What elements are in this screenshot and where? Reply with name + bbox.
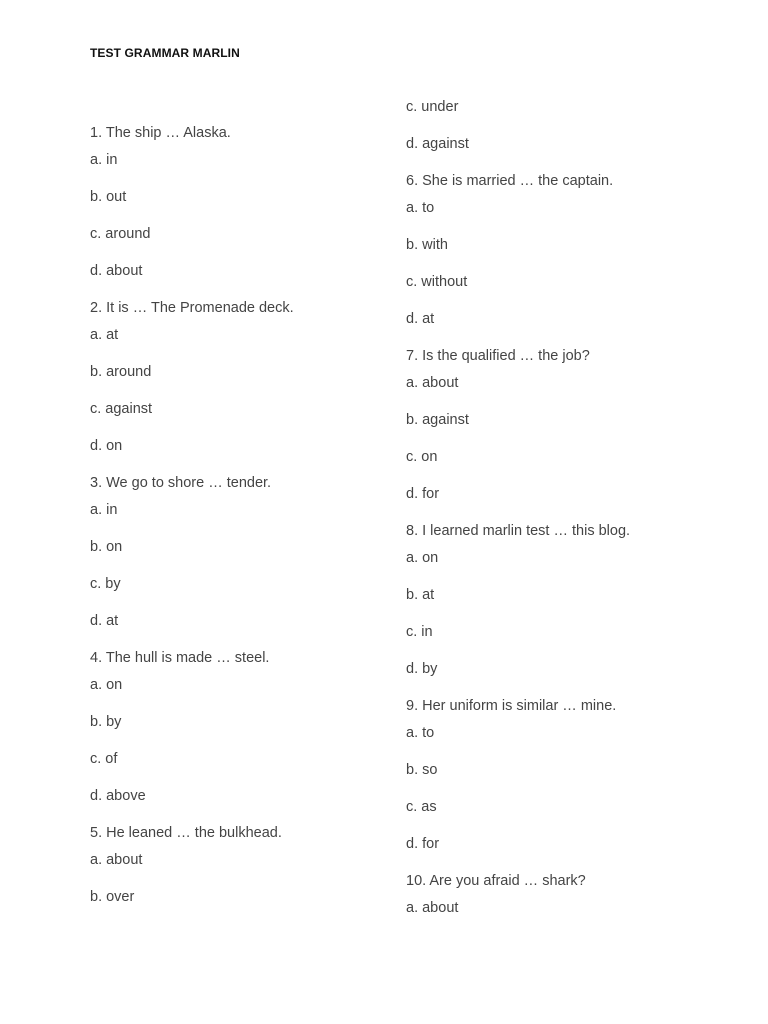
answer-option: c. of [90, 751, 118, 767]
answer-option: c. under [406, 99, 459, 115]
answer-option: b. against [406, 412, 469, 428]
question-text: 2. It is … The Promenade deck. [90, 300, 294, 316]
answer-option: c. without [406, 274, 468, 290]
answer-option: d. for [406, 836, 440, 852]
question-text: 3. We go to shore … tender. [90, 475, 272, 491]
question-text: 4. The hull is made … steel. [90, 650, 270, 666]
answer-option: a. to [406, 725, 435, 741]
answer-option: a. about [406, 375, 459, 391]
answer-option: a. at [90, 327, 119, 343]
answer-option: a. on [90, 677, 123, 693]
question-text: 5. He leaned … the bulkhead. [90, 825, 282, 841]
answer-option: c. against [90, 401, 153, 417]
right-column [406, 98, 736, 917]
question-text: 10. Are you afraid … shark? [406, 873, 586, 889]
answer-option: d. on [90, 438, 123, 454]
answer-option: d. at [406, 311, 435, 327]
question-text: 7. Is the qualified … the job? [406, 348, 590, 364]
question-text: 9. Her uniform is similar … mine. [406, 698, 617, 714]
answer-option: a. in [90, 502, 118, 518]
answer-option: c. as [406, 799, 437, 815]
answer-option: a. about [406, 900, 459, 916]
answer-option: a. about [90, 852, 143, 868]
answer-option: c. by [90, 576, 121, 592]
answer-option: c. in [406, 624, 433, 640]
answer-option: d. by [406, 661, 438, 677]
answer-option: d. for [406, 486, 440, 502]
answer-option: d. about [90, 263, 143, 279]
answer-option: b. on [90, 539, 123, 555]
answer-option: a. on [406, 550, 439, 566]
answer-option: b. at [406, 587, 435, 603]
page-title: TEST GRAMMAR MARLIN [90, 46, 240, 60]
question-text: 6. She is married … the captain. [406, 173, 614, 189]
answer-option: b. over [90, 889, 135, 905]
answer-option: a. in [90, 152, 118, 168]
answer-option: d. at [90, 613, 119, 629]
answer-option: c. around [90, 226, 151, 242]
question-text: 1. The ship … Alaska. [90, 125, 231, 141]
answer-option: b. with [406, 237, 448, 253]
answer-option: b. so [406, 762, 438, 778]
answer-option: b. by [90, 714, 122, 730]
answer-option: d. against [406, 136, 469, 152]
left-column [90, 124, 420, 906]
answer-option: a. to [406, 200, 435, 216]
answer-option: b. around [90, 364, 152, 380]
answer-option: c. on [406, 449, 438, 465]
answer-option: d. above [90, 788, 146, 804]
question-text: 8. I learned marlin test … this blog. [406, 523, 631, 539]
answer-option: b. out [90, 189, 127, 205]
